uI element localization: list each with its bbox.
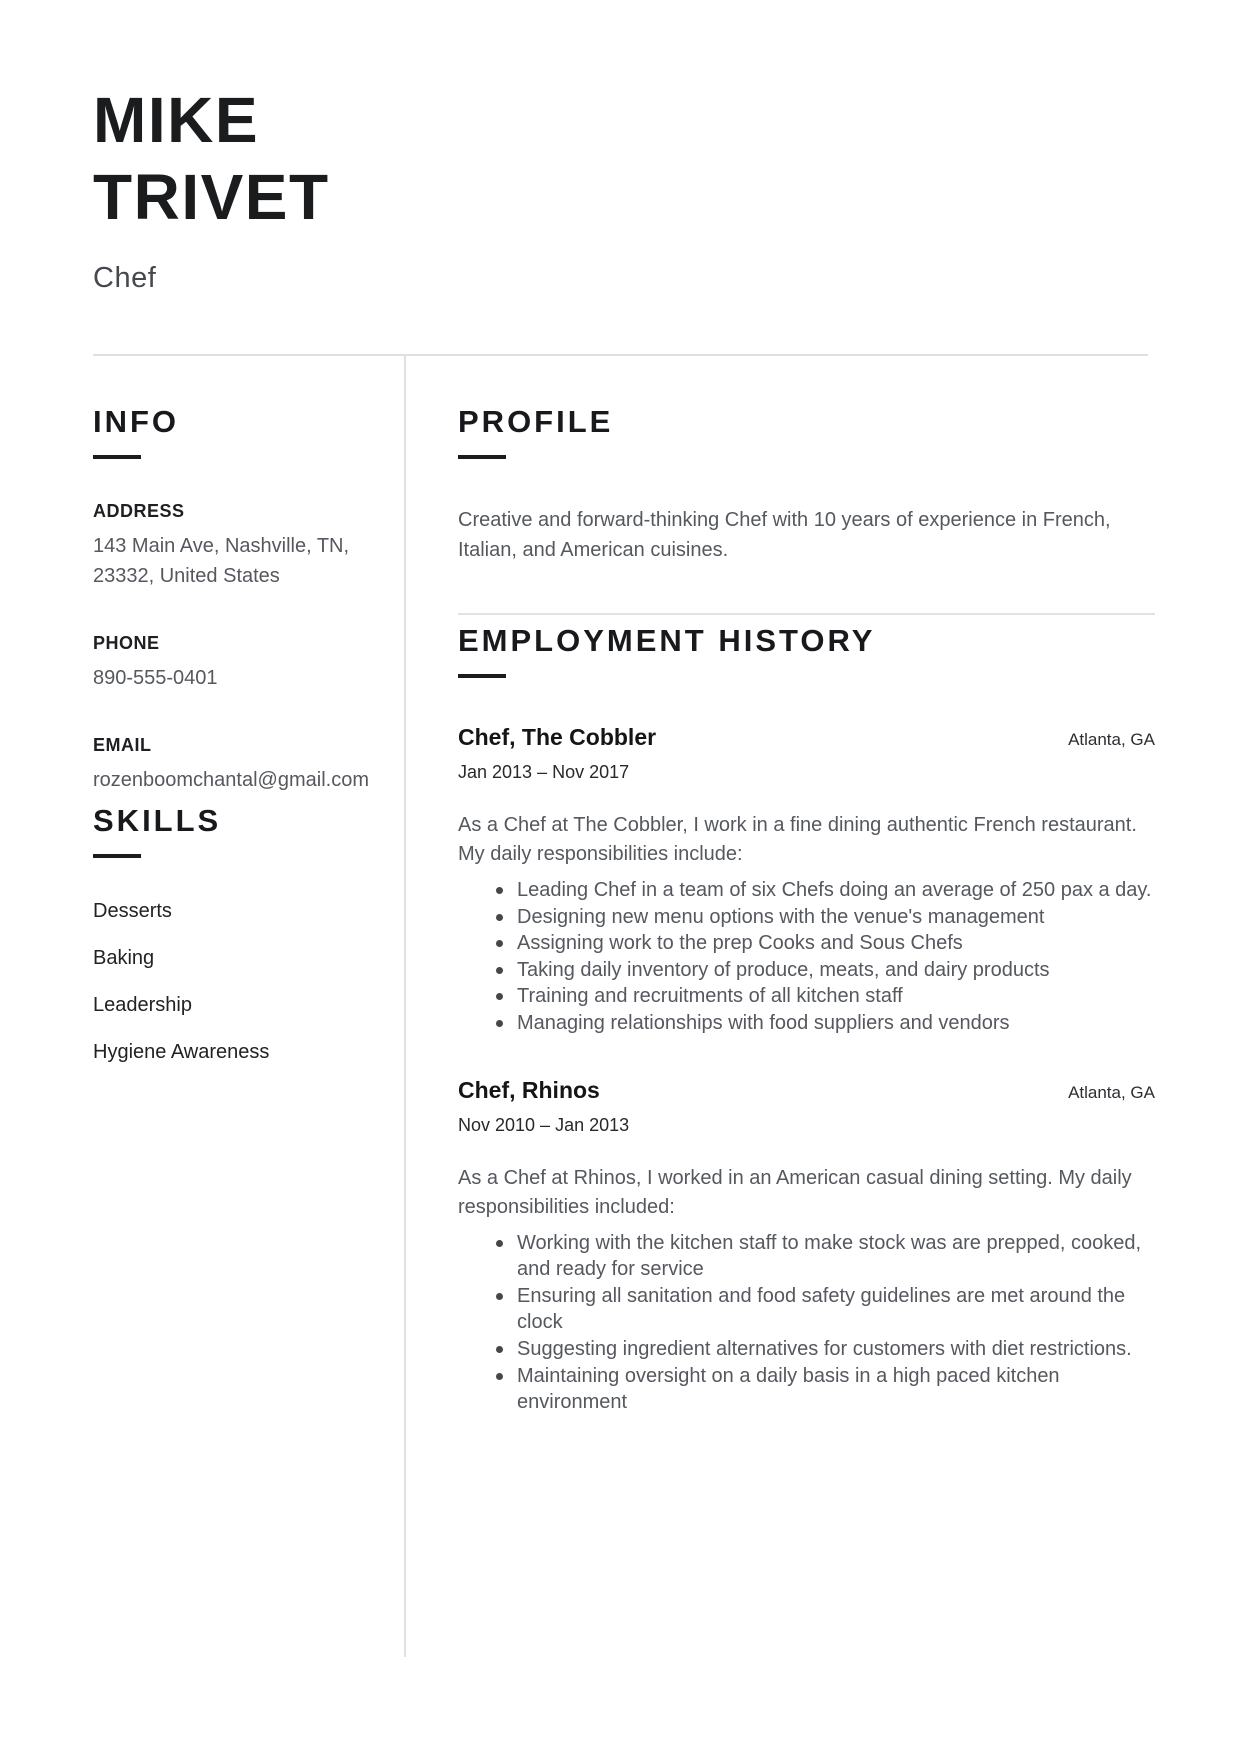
- job-bullet: Managing relationships with food suppliers and vendors: [494, 1010, 1155, 1037]
- job-bullet: Maintaining oversight on a daily basis in a high paced kitchen environment: [494, 1363, 1155, 1416]
- job-header: [458, 1077, 1155, 1104]
- section-divider: [458, 613, 1155, 615]
- phone-value: 890-555-0401: [93, 667, 218, 689]
- job-title: Chef, Rhinos: [458, 1076, 600, 1103]
- heading-underline: [93, 854, 141, 858]
- job-bullet-list: [494, 877, 1155, 1037]
- job-location: Atlanta, GA: [1068, 1082, 1155, 1102]
- skill-item: Hygiene Awareness: [93, 1041, 270, 1063]
- skills-list: [93, 900, 375, 1064]
- job-dates: Nov 2010 – Jan 2013: [458, 1114, 630, 1135]
- heading-underline: [458, 455, 506, 459]
- job-header: [458, 724, 1155, 751]
- job-location: Atlanta, GA: [1068, 730, 1155, 749]
- phone-label: PHONE: [93, 633, 160, 653]
- profile-text: Creative and forward-thinking Chef with 10 years of experience in French, Italian, and American cuisines.: [458, 509, 1111, 561]
- job-bullet: Leading Chef in a team of six Chefs doing an average of 250 pax a day.: [494, 877, 1155, 904]
- job-bullet-list: [494, 1230, 1155, 1416]
- profile-section: [458, 404, 1155, 565]
- address-value: 143 Main Ave, Nashville, TN, 23332, United States: [93, 535, 350, 587]
- job-bullet: Suggesting ingredient alternatives for customers with diet restrictions.: [494, 1336, 1155, 1363]
- job-entry: [458, 1077, 1155, 1416]
- job-bullet: Taking daily inventory of produce, meats, and dairy products: [494, 957, 1155, 984]
- heading-underline: [458, 674, 506, 678]
- address-label: ADDRESS: [93, 501, 185, 521]
- skill-item: Baking: [93, 947, 155, 969]
- email-label: EMAIL: [93, 735, 152, 755]
- employment-heading: EMPLOYMENT HISTORY: [458, 623, 876, 658]
- job-summary: As a Chef at The Cobbler, I work in a fine dining authentic French restaurant. My daily responsibilities include:: [458, 814, 1137, 865]
- info-heading: INFO: [93, 404, 180, 439]
- candidate-job-title: Chef: [93, 261, 157, 294]
- skill-item: Leadership: [93, 994, 192, 1016]
- main-content: [458, 396, 1155, 1416]
- heading-underline: [93, 455, 141, 459]
- column-divider: [404, 354, 406, 1657]
- job-entry: [458, 724, 1155, 1037]
- resume-header: [93, 82, 330, 295]
- candidate-name: MIKE TRIVET: [93, 84, 330, 233]
- employment-section: [458, 623, 1155, 1416]
- job-summary: As a Chef at Rhinos, I worked in an American casual dining setting. My daily responsibilities included:: [458, 1166, 1132, 1218]
- info-section: [93, 404, 375, 795]
- job-bullet: Working with the kitchen staff to make stock was are prepped, cooked, and ready for service: [494, 1230, 1155, 1283]
- job-bullet: Designing new menu options with the venue's management: [494, 904, 1155, 931]
- job-title: Chef, The Cobbler: [458, 724, 657, 750]
- skills-section: [93, 803, 375, 1064]
- skill-item: Desserts: [93, 900, 172, 922]
- email-value: rozenboomchantal@gmail.com: [93, 769, 369, 791]
- sidebar: [93, 396, 375, 1088]
- header-divider: [93, 354, 1148, 356]
- job-bullet: Training and recruitments of all kitchen staff: [494, 983, 1155, 1010]
- profile-heading: PROFILE: [458, 404, 614, 439]
- job-bullet: Assigning work to the prep Cooks and Sous Chefs: [494, 930, 1155, 957]
- skills-heading: SKILLS: [93, 803, 222, 838]
- job-dates: Jan 2013 – Nov 2017: [458, 762, 630, 782]
- job-bullet: Ensuring all sanitation and food safety guidelines are met around the clock: [494, 1283, 1155, 1336]
